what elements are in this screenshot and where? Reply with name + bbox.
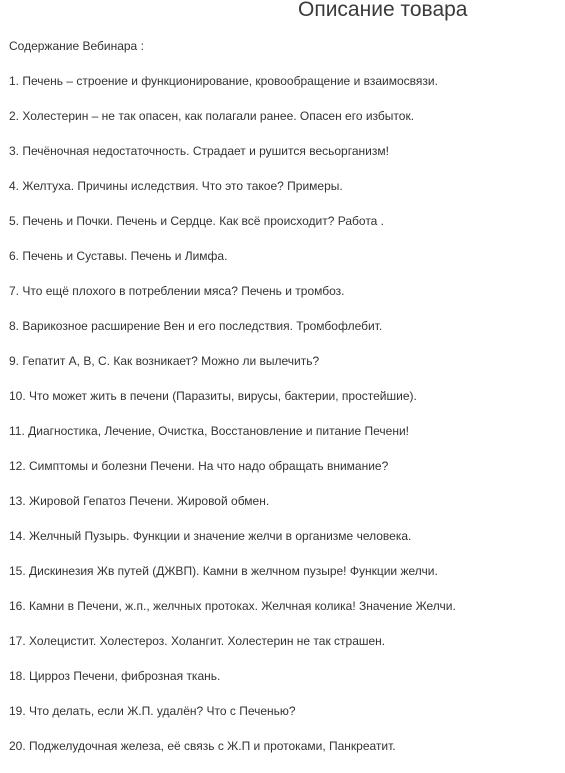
list-item: 10. Что может жить в печени (Паразиты, вирусы, бактерии, простейшие). [9, 389, 417, 403]
list-item: 2. Холестерин – не так опасен, как полагали ранее. Опасен его избыток. [9, 109, 415, 123]
list-item: 3. Печёночная недостаточность. Страдает и рушится весьорганизм! [9, 144, 389, 158]
list-item: 7. Что ещё плохого в потреблении мяса? Печень и тромбоз. [9, 284, 345, 298]
list-item: 6. Печень и Суставы. Печень и Лимфа. [9, 249, 228, 263]
list-item: 15. Дискинезия Жв путей (ДЖВП). Камни в желчном пузыре! Функции желчи. [9, 564, 438, 578]
list-item: 11. Диагностика, Лечение, Очистка, Восстановление и питание Печени! [9, 424, 409, 438]
list-item: 8. Варикозное расширение Вен и его последствия. Тромбофлебит. [9, 319, 383, 333]
list-item: 17. Холецистит. Холестероз. Холангит. Холестерин не так страшен. [9, 634, 386, 648]
list-item: 14. Желчный Пузырь. Функции и значение желчи в организме человека. [9, 529, 412, 543]
list-item: 19. Что делать, если Ж.П. удалён? Что с Печенью? [9, 704, 296, 718]
list-item: 12. Симптомы и болезни Печени. На что надо обращать внимание? [9, 459, 389, 473]
list-item: 9. Гепатит А, В, С. Как возникает? Можно ли вылечить? [9, 354, 320, 368]
list-item: 5. Печень и Почки. Печень и Сердце. Как всё происходит? Работа . [9, 214, 385, 228]
list-item: 1. Печень – строение и функционирование, кровообращение и взаимосвязи. [9, 74, 438, 88]
list-item: 4. Желтуха. Причины иследствия. Что это такое? Примеры. [9, 179, 343, 193]
list-item: 18. Цирроз Печени, фиброзная ткань. [9, 669, 221, 683]
page-title: Описание товара [298, 0, 468, 21]
list-item: 13. Жировой Гепатоз Печени. Жировой обмен. [9, 494, 270, 508]
section-heading: Содержание Вебинара : [9, 39, 144, 53]
list-item: 16. Камни в Печени, ж.п., желчных протоках. Желчная колика! Значение Желчи. [9, 599, 456, 613]
topic-list [9, 73, 456, 773]
list-item: 20. Поджелудочная железа, её связь с Ж.П и протоками, Панкреатит. [9, 739, 396, 753]
